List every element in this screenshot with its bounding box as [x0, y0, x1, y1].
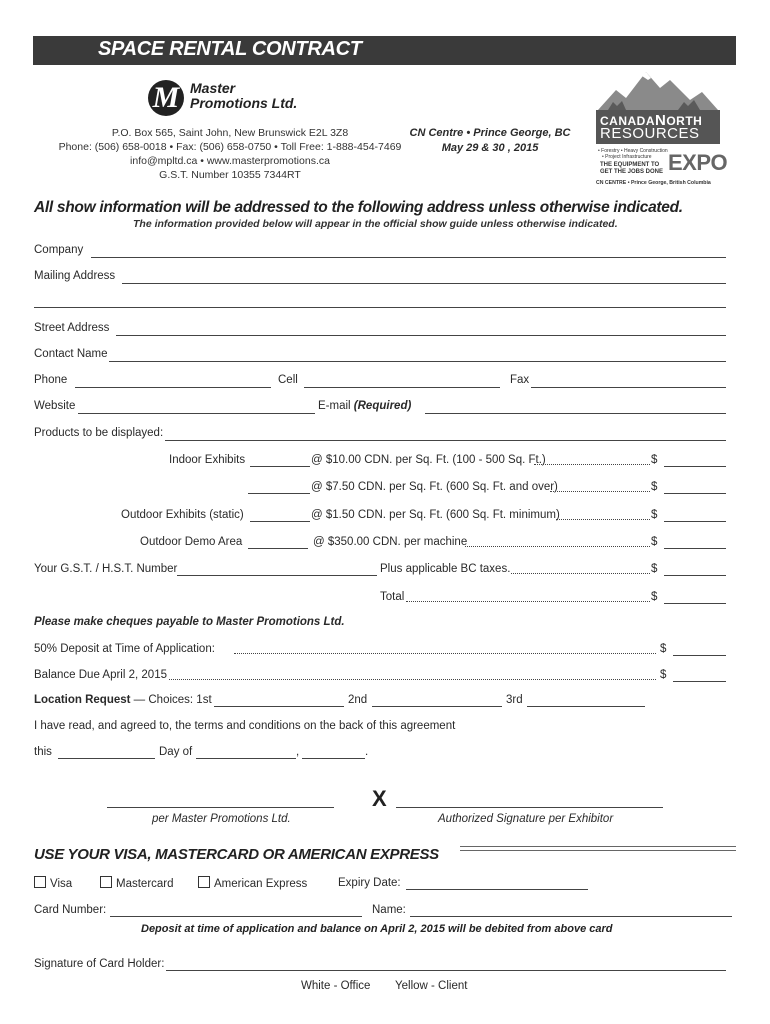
month-field[interactable] [196, 758, 296, 759]
indoor-sqft-field[interactable] [250, 466, 310, 467]
large-sqft-field[interactable] [248, 493, 310, 494]
agreement-text: I have read, and agreed to, the terms and conditions on the back of this agreement [34, 720, 456, 732]
location-choice-2-field[interactable] [372, 706, 502, 707]
card-debit-notice: Deposit at time of application and balance on April 2, 2015 will be debited from above card [141, 923, 613, 935]
yellow-copy-label: Yellow - Client [395, 980, 468, 992]
indoor-rate: @ $10.00 CDN. per Sq. Ft. (100 - 500 Sq. Ft.) [311, 454, 546, 466]
email-label-text: E-mail [318, 400, 351, 412]
exhibitor-signature-field[interactable] [396, 807, 663, 808]
logo-line1: Master [190, 80, 236, 96]
leader-dots [169, 679, 656, 680]
logo-line2: Promotions Ltd. [190, 95, 298, 111]
total-amount-field[interactable] [664, 603, 726, 604]
street-address-field[interactable] [116, 335, 726, 336]
indoor-amount-field[interactable] [664, 466, 726, 467]
cardholder-name-label: Name: [372, 904, 406, 916]
leader-dots [556, 519, 650, 520]
mailing-address-field[interactable] [122, 283, 726, 284]
gst-number-label: Your G.S.T. / H.S.T. Number [34, 563, 178, 575]
large-amount-field[interactable] [664, 493, 726, 494]
logo-letter: M [148, 80, 184, 116]
expo-bullets1: • Forestry • Heavy Construction [598, 148, 668, 154]
white-copy-label: White - Office [301, 980, 371, 992]
expo-canada: CANADA [600, 114, 655, 128]
email-label [318, 400, 411, 412]
indoor-exhibits-label: Indoor Exhibits [169, 454, 246, 466]
location-request-bold: Location Request [34, 694, 131, 706]
day-of-label: Day of [159, 746, 193, 758]
expiry-label: Expiry Date: [338, 877, 401, 889]
address-line: P.O. Box 565, Saint John, New Brunswick E2L 3Z8 [111, 127, 349, 139]
venue-text: CN Centre • Prince George, BC [409, 127, 571, 139]
expo-word: EXPO [668, 150, 728, 175]
expo-n: N [655, 112, 667, 129]
amex-checkbox[interactable] [198, 876, 210, 888]
outdoor-exhibits-label: Outdoor Exhibits (static) [121, 509, 244, 521]
visa-label: Visa [50, 878, 73, 890]
card-number-field[interactable] [110, 916, 362, 917]
expo-footer: CN CENTRE • Prince George, British Columbia [596, 180, 711, 186]
phone-label: Phone [34, 374, 68, 386]
gst-line: G.S.T. Number 10355 7344RT [159, 169, 301, 181]
expo-orth: ORTH [666, 114, 703, 128]
amex-option[interactable] [198, 876, 307, 890]
demo-rate: @ $350.00 CDN. per machine [313, 536, 468, 548]
cardholder-name-field[interactable] [410, 916, 732, 917]
dollar-sign: $ [651, 509, 658, 521]
products-label: Products to be displayed: [34, 427, 164, 439]
authorized-caption: Authorized Signature per Exhibitor [438, 813, 614, 825]
leader-dots [534, 464, 650, 465]
balance-amount-field[interactable] [673, 681, 726, 682]
phone-line: Phone: (506) 658-0018 • Fax: (506) 658-0750 • Toll Free: 1-888-454-7469 [58, 141, 402, 153]
master-promotions-logo [148, 80, 308, 120]
outdoor-demo-label: Outdoor Demo Area [140, 536, 243, 548]
street-address-label: Street Address [34, 322, 110, 334]
fax-field[interactable] [531, 387, 726, 388]
second-choice-label: 2nd [348, 694, 368, 706]
amex-label: American Express [214, 878, 308, 890]
email-field[interactable] [425, 413, 726, 414]
large-rate: @ $7.50 CDN. per Sq. Ft. (600 Sq. Ft. and over) [311, 481, 558, 493]
expo-tag2: GET THE JOBS DONE [600, 169, 664, 175]
third-choice-label: 3rd [506, 694, 523, 706]
company-field[interactable] [91, 257, 726, 258]
dollar-sign: $ [651, 591, 658, 603]
deposit-label: 50% Deposit at Time of Application: [34, 643, 215, 655]
leader-dots [550, 491, 650, 492]
total-label: Total [380, 591, 405, 603]
show-dates: May 29 & 30 , 2015 [441, 142, 539, 154]
expo-tag1: THE EQUIPMENT TO [600, 162, 660, 168]
page-title: SPACE RENTAL CONTRACT [98, 38, 362, 60]
visa-checkbox[interactable] [34, 876, 46, 888]
notice-subheading: The information provided below will appear in the official show guide unless otherwise indicated. [133, 218, 618, 230]
mailing-address-field-2[interactable] [34, 307, 726, 308]
card-heading-rule-2 [460, 850, 736, 851]
email-required: (Required) [353, 400, 412, 412]
visa-option[interactable] [34, 876, 72, 890]
outdoor-amount-field[interactable] [664, 521, 726, 522]
mailing-address-label: Mailing Address [34, 270, 116, 282]
demo-amount-field[interactable] [664, 548, 726, 549]
notice-heading: All show information will be addressed to the following address unless otherwise indicated. [34, 199, 683, 216]
outdoor-rate: @ $1.50 CDN. per Sq. Ft. (600 Sq. Ft. minimum) [311, 509, 560, 521]
contact-name-label: Contact Name [34, 348, 108, 360]
website-label: Website [34, 400, 76, 412]
balance-label: Balance Due April 2, 2015 [34, 669, 167, 681]
cheques-note: Please make cheques payable to Master Promotions Ltd. [34, 616, 345, 628]
year-field[interactable] [302, 758, 365, 759]
leader-dots [465, 546, 650, 547]
demo-qty-field[interactable] [248, 548, 308, 549]
location-request-rest: — Choices: 1st [130, 694, 212, 706]
location-choice-1-field[interactable] [214, 706, 344, 707]
period: . [365, 746, 369, 758]
company-label: Company [34, 244, 84, 256]
leader-dots [234, 653, 656, 654]
gst-number-field[interactable] [177, 575, 377, 576]
this-label: this [34, 746, 52, 758]
card-heading: USE YOUR VISA, MASTERCARD OR AMERICAN EXPRESS [34, 846, 439, 863]
comma: , [296, 746, 300, 758]
signature-x-mark: X [372, 786, 387, 811]
dollar-sign: $ [651, 536, 658, 548]
web-line: info@mpltd.ca • www.masterpromotions.ca [130, 155, 330, 167]
expo-resources: RESOURCES [600, 125, 700, 142]
expiry-field[interactable] [406, 889, 588, 890]
location-request-label [34, 694, 212, 706]
deposit-amount-field[interactable] [673, 655, 726, 656]
card-number-label: Card Number: [34, 904, 107, 916]
mastercard-option[interactable] [100, 876, 174, 890]
venue-block [400, 126, 580, 156]
dollar-sign: $ [651, 563, 658, 575]
phone-field[interactable] [75, 387, 271, 388]
mastercard-label: Mastercard [116, 878, 174, 890]
dollar-sign: $ [660, 643, 667, 655]
expo-bullets2: • Project Infrastructure [602, 154, 652, 160]
per-master-caption: per Master Promotions Ltd. [152, 813, 291, 825]
fax-label: Fax [510, 374, 530, 386]
cardholder-signature-label: Signature of Card Holder: [34, 958, 165, 970]
company-address-block [40, 126, 420, 182]
taxes-label: Plus applicable BC taxes. [380, 563, 511, 575]
dollar-sign: $ [651, 481, 658, 493]
products-field[interactable] [165, 440, 726, 441]
location-choice-3-field[interactable] [527, 706, 645, 707]
contact-name-field[interactable] [109, 361, 726, 362]
card-heading-rule [460, 846, 736, 847]
website-field[interactable] [78, 413, 315, 414]
cell-field[interactable] [304, 387, 500, 388]
mastercard-checkbox[interactable] [100, 876, 112, 888]
mountain-icon [598, 68, 718, 110]
outdoor-sqft-field[interactable] [250, 521, 310, 522]
dollar-sign: $ [651, 454, 658, 466]
leader-dots [406, 601, 650, 602]
dollar-sign: $ [660, 669, 667, 681]
master-signature-field[interactable] [107, 807, 334, 808]
day-field[interactable] [58, 758, 155, 759]
cardholder-signature-field[interactable] [166, 970, 726, 971]
cell-label: Cell [278, 374, 298, 386]
leader-dots [511, 573, 650, 574]
canada-north-resources-expo-logo [594, 68, 728, 190]
taxes-amount-field[interactable] [664, 575, 726, 576]
